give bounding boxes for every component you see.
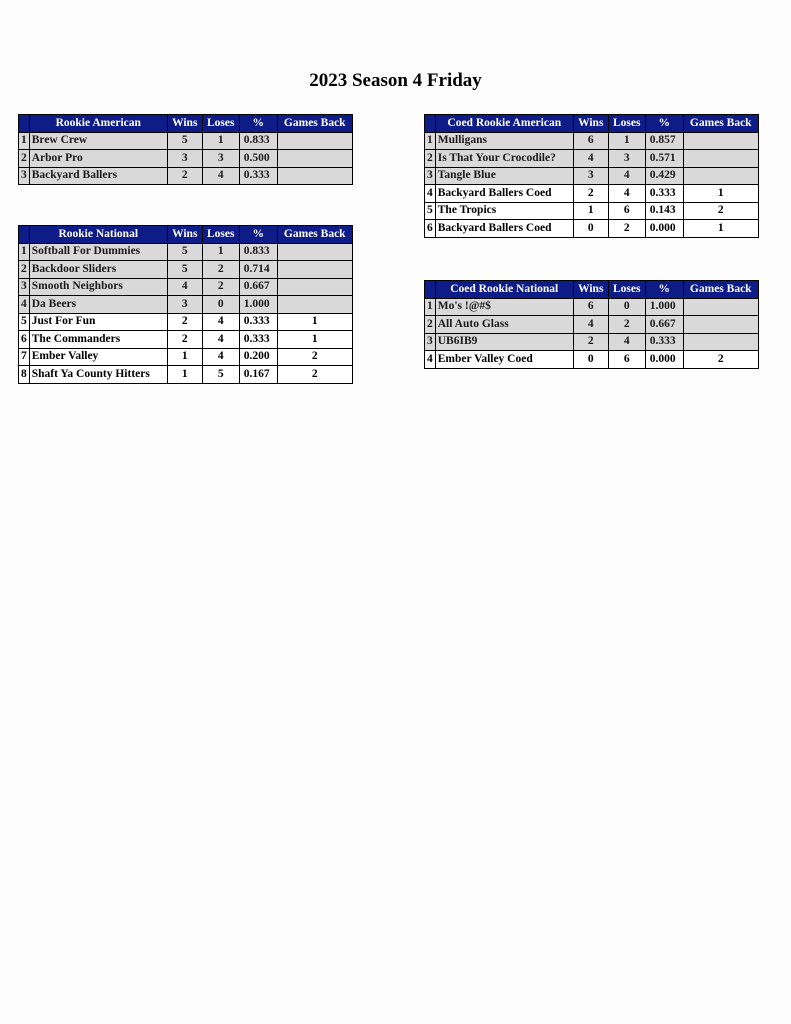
table-row [19,261,353,279]
cell-loses: 6 [608,351,645,369]
table-row [19,243,353,261]
header-games-back: Games Back [683,281,758,299]
cell-team: Backyard Ballers [29,167,167,185]
table-row [425,185,759,203]
cell-pct: 0.857 [645,132,683,150]
division-name: Rookie National [29,226,167,244]
cell-wins: 3 [573,167,608,185]
cell-games-back [683,167,758,185]
cell-rank: 3 [425,167,436,185]
cell-games-back [683,316,758,334]
cell-pct: 0.667 [239,278,277,296]
header-games-back: Games Back [277,226,352,244]
header-loses: Loses [202,115,239,133]
header-rank-blank [19,115,30,133]
cell-team: UB6IB9 [435,333,573,351]
cell-rank: 6 [425,220,436,238]
cell-wins: 4 [573,150,608,168]
cell-team: Arbor Pro [29,150,167,168]
header-rank-blank [425,115,436,133]
header-pct: % [239,226,277,244]
cell-loses: 4 [202,167,239,185]
table-row [19,296,353,314]
cell-loses: 3 [608,150,645,168]
table-row [425,298,759,316]
cell-rank: 5 [19,313,30,331]
cell-pct: 0.500 [239,150,277,168]
cell-wins: 2 [573,333,608,351]
table-header-row [19,115,353,133]
cell-team: Tangle Blue [435,167,573,185]
cell-pct: 1.000 [239,296,277,314]
cell-wins: 3 [167,150,202,168]
cell-games-back [683,132,758,150]
cell-wins: 6 [573,132,608,150]
cell-games-back: 2 [683,351,758,369]
table-row [19,366,353,384]
cell-games-back [277,150,352,168]
cell-wins: 2 [573,185,608,203]
standings-table-rookie-national [18,225,353,384]
cell-pct: 0.833 [239,243,277,261]
cell-games-back [683,298,758,316]
cell-team: Ember Valley [29,348,167,366]
table-row [425,202,759,220]
division-name: Coed Rookie American [435,115,573,133]
cell-loses: 3 [202,150,239,168]
cell-games-back [683,333,758,351]
cell-rank: 2 [425,316,436,334]
cell-rank: 1 [19,132,30,150]
cell-pct: 0.571 [645,150,683,168]
cell-wins: 4 [167,278,202,296]
header-pct: % [645,281,683,299]
page-title: 2023 Season 4 Friday [309,70,482,91]
cell-pct: 0.200 [239,348,277,366]
cell-team: Just For Fun [29,313,167,331]
cell-rank: 2 [19,261,30,279]
cell-loses: 5 [202,366,239,384]
cell-rank: 4 [425,351,436,369]
cell-pct: 0.714 [239,261,277,279]
cell-loses: 0 [202,296,239,314]
cell-pct: 0.333 [645,185,683,203]
cell-games-back: 2 [683,202,758,220]
table-header-row [19,226,353,244]
cell-rank: 4 [425,185,436,203]
cell-wins: 0 [573,351,608,369]
table-row [19,132,353,150]
cell-rank: 8 [19,366,30,384]
cell-rank: 3 [425,333,436,351]
cell-games-back [277,278,352,296]
division-name: Coed Rookie National [435,281,573,299]
cell-wins: 2 [167,331,202,349]
table-row [19,278,353,296]
cell-wins: 5 [167,261,202,279]
cell-wins: 3 [167,296,202,314]
cell-team: Da Beers [29,296,167,314]
cell-wins: 5 [167,132,202,150]
table-row [19,167,353,185]
cell-wins: 1 [573,202,608,220]
cell-loses: 1 [608,132,645,150]
cell-loses: 2 [202,278,239,296]
cell-pct: 0.333 [239,313,277,331]
table-row [425,333,759,351]
cell-games-back: 1 [277,313,352,331]
header-pct: % [239,115,277,133]
cell-pct: 0.333 [239,167,277,185]
cell-games-back: 1 [683,185,758,203]
cell-loses: 4 [608,167,645,185]
cell-rank: 6 [19,331,30,349]
cell-loses: 4 [202,313,239,331]
standings-table-coed-rookie-american [424,114,759,238]
table-row [19,313,353,331]
cell-loses: 4 [202,331,239,349]
header-rank-blank [425,281,436,299]
cell-wins: 6 [573,298,608,316]
cell-team: Backyard Ballers Coed [435,185,573,203]
cell-wins: 5 [167,243,202,261]
cell-games-back: 2 [277,348,352,366]
cell-team: All Auto Glass [435,316,573,334]
cell-games-back [277,243,352,261]
table-row [19,348,353,366]
header-loses: Loses [608,281,645,299]
cell-loses: 2 [608,220,645,238]
cell-loses: 1 [202,132,239,150]
cell-loses: 4 [608,333,645,351]
cell-pct: 0.833 [239,132,277,150]
table-row [425,167,759,185]
cell-rank: 2 [19,150,30,168]
table-row [19,331,353,349]
cell-loses: 0 [608,298,645,316]
table-row [425,132,759,150]
cell-rank: 4 [19,296,30,314]
table-row [425,316,759,334]
cell-team: The Commanders [29,331,167,349]
cell-team: Shaft Ya County Hitters [29,366,167,384]
standings-table-coed-rookie-national [424,280,759,369]
cell-loses: 4 [202,348,239,366]
cell-team: The Tropics [435,202,573,220]
header-games-back: Games Back [277,115,352,133]
cell-wins: 4 [573,316,608,334]
cell-games-back [277,261,352,279]
table-row [19,150,353,168]
cell-games-back [277,167,352,185]
table-row [425,150,759,168]
cell-team: Mulligans [435,132,573,150]
header-wins: Wins [167,226,202,244]
header-wins: Wins [167,115,202,133]
cell-pct: 0.000 [645,220,683,238]
cell-rank: 1 [425,298,436,316]
header-loses: Loses [202,226,239,244]
header-pct: % [645,115,683,133]
table-header-row [425,115,759,133]
cell-loses: 2 [608,316,645,334]
cell-wins: 2 [167,313,202,331]
cell-rank: 7 [19,348,30,366]
cell-rank: 2 [425,150,436,168]
cell-team: Backyard Ballers Coed [435,220,573,238]
cell-loses: 2 [202,261,239,279]
cell-games-back [277,132,352,150]
header-loses: Loses [608,115,645,133]
cell-loses: 6 [608,202,645,220]
cell-pct: 0.143 [645,202,683,220]
cell-games-back: 1 [277,331,352,349]
cell-pct: 0.667 [645,316,683,334]
cell-team: Brew Crew [29,132,167,150]
header-games-back: Games Back [683,115,758,133]
cell-team: Smooth Neighbors [29,278,167,296]
cell-pct: 0.429 [645,167,683,185]
table-row [425,220,759,238]
cell-games-back: 1 [683,220,758,238]
table-header-row [425,281,759,299]
cell-loses: 1 [202,243,239,261]
cell-games-back [683,150,758,168]
cell-games-back: 2 [277,366,352,384]
cell-rank: 3 [19,278,30,296]
standings-table-rookie-american [18,114,353,185]
cell-wins: 1 [167,366,202,384]
cell-wins: 0 [573,220,608,238]
cell-wins: 1 [167,348,202,366]
header-wins: Wins [573,115,608,133]
cell-rank: 1 [19,243,30,261]
cell-rank: 3 [19,167,30,185]
cell-rank: 1 [425,132,436,150]
header-wins: Wins [573,281,608,299]
cell-team: Softball For Dummies [29,243,167,261]
cell-pct: 0.000 [645,351,683,369]
cell-team: Is That Your Crocodile? [435,150,573,168]
cell-wins: 2 [167,167,202,185]
cell-team: Backdoor Sliders [29,261,167,279]
cell-pct: 0.333 [645,333,683,351]
cell-pct: 1.000 [645,298,683,316]
cell-loses: 4 [608,185,645,203]
table-row [425,351,759,369]
cell-team: Ember Valley Coed [435,351,573,369]
cell-games-back [277,296,352,314]
header-rank-blank [19,226,30,244]
cell-pct: 0.333 [239,331,277,349]
cell-team: Mo's !@#$ [435,298,573,316]
division-name: Rookie American [29,115,167,133]
cell-rank: 5 [425,202,436,220]
cell-pct: 0.167 [239,366,277,384]
